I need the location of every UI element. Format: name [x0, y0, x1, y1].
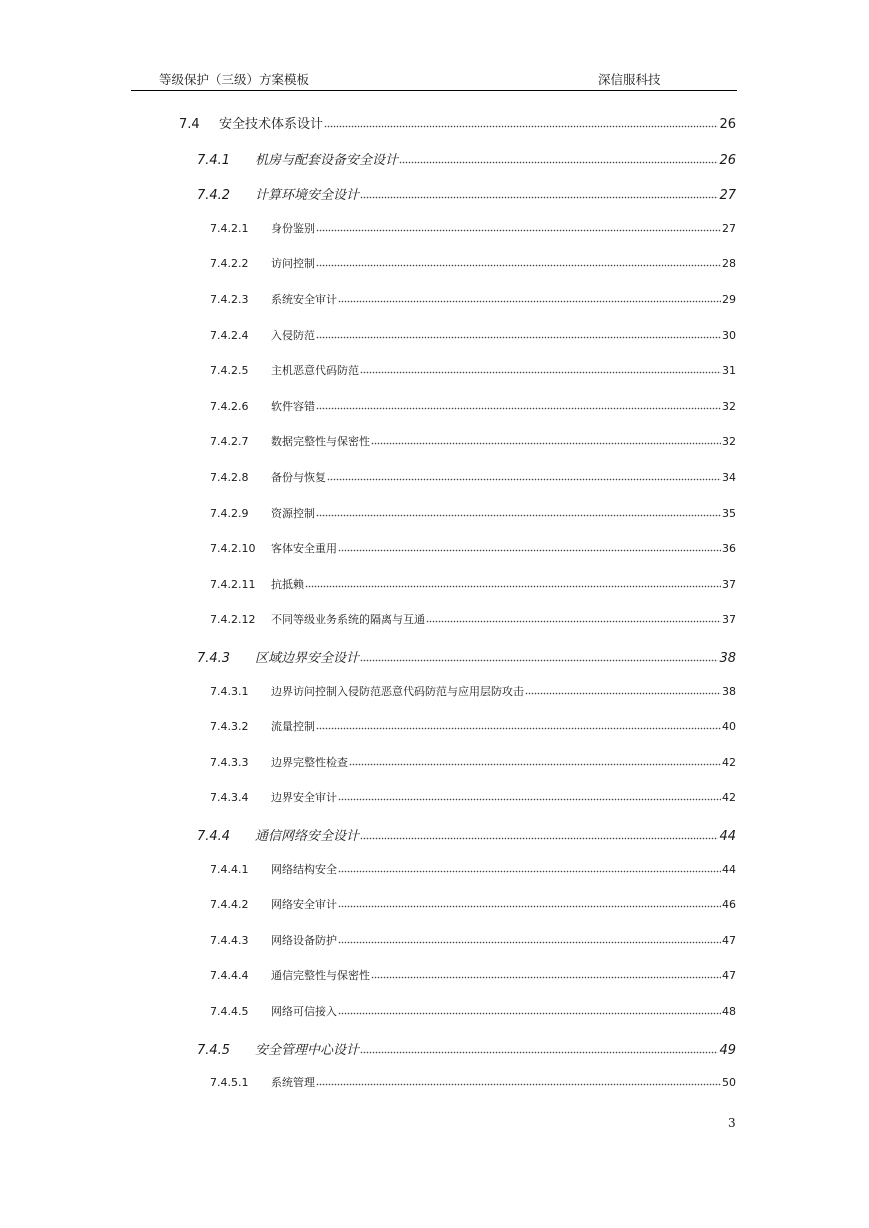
- toc-entry-title: 边界访问控制入侵防范恶意代码防范与应用层防攻击: [271, 685, 524, 698]
- toc-entry-number: 7.4.4.4: [210, 969, 249, 982]
- toc-entry-title: 系统安全审计: [271, 293, 337, 306]
- toc-entry-title: 通信网络安全设计: [255, 829, 360, 844]
- toc-entry-number: 7.4.2.6: [210, 400, 249, 413]
- toc-entry-page: 46: [722, 898, 736, 911]
- toc-entry[interactable]: [210, 896, 736, 916]
- toc-entry[interactable]: [210, 576, 736, 596]
- toc-dot-leader: [371, 967, 721, 979]
- toc-dot-leader: [338, 291, 721, 303]
- toc-entry-number: 7.4.5: [197, 1043, 231, 1058]
- toc-entry-title: 区域边界安全设计: [255, 651, 360, 666]
- toc-entry-number: 7.4.2.7: [210, 435, 249, 448]
- toc-entry-number: 7.4.2.12: [210, 613, 256, 626]
- toc-entry-number: 7.4.3.3: [210, 756, 249, 769]
- toc-dot-leader: [316, 255, 721, 267]
- toc-entry-number: 7.4.2.4: [210, 329, 249, 342]
- toc-entry-page: 47: [722, 934, 736, 947]
- toc-entry[interactable]: [210, 362, 736, 382]
- toc-entry[interactable]: [210, 398, 736, 418]
- toc-dot-leader: [360, 362, 721, 374]
- toc-entry-number: 7.4.2.11: [210, 578, 256, 591]
- toc-dot-leader: [316, 398, 721, 410]
- toc-entry-number: 7.4.2.5: [210, 364, 249, 377]
- toc-entry[interactable]: [197, 647, 736, 667]
- toc-entry-page: 35: [722, 507, 736, 520]
- toc-entry-title: 软件容错: [271, 400, 315, 413]
- toc-entry-page: 37: [722, 613, 736, 626]
- toc-entry-page: 38: [719, 651, 736, 666]
- toc-entry[interactable]: [210, 1074, 736, 1094]
- toc-entry-title: 系统管理: [271, 1076, 315, 1089]
- toc-entry[interactable]: [210, 220, 736, 240]
- toc-entry-number: 7.4.3.1: [210, 685, 249, 698]
- toc-entry-number: 7.4.1: [197, 153, 231, 168]
- toc-entry-page: 29: [722, 293, 736, 306]
- toc-entry-number: 7.4.4.3: [210, 934, 249, 947]
- toc-dot-leader: [338, 932, 721, 944]
- toc-entry-title: 数据完整性与保密性: [271, 435, 370, 448]
- toc-dot-leader: [305, 576, 721, 588]
- toc-entry-page: 30: [722, 329, 736, 342]
- toc-entry-title: 网络设备防护: [271, 934, 337, 947]
- toc-entry-title: 抗抵赖: [271, 578, 304, 591]
- toc-entry-number: 7.4.2.3: [210, 293, 249, 306]
- toc-entry-page: 37: [722, 578, 736, 591]
- toc-entry-page: 27: [719, 188, 736, 203]
- toc-entry-title: 不同等级业务系统的隔离与互通: [271, 613, 425, 626]
- toc-entry-title: 边界安全审计: [271, 791, 337, 804]
- toc-entry[interactable]: [197, 149, 736, 169]
- toc-entry-title: 入侵防范: [271, 329, 315, 342]
- toc-entry-title: 流量控制: [271, 720, 315, 733]
- toc-entry-title: 网络安全审计: [271, 898, 337, 911]
- toc-entry-number: 7.4.3.2: [210, 720, 249, 733]
- toc-entry-number: 7.4: [179, 117, 200, 132]
- toc-dot-leader: [338, 540, 721, 552]
- toc-entry-page: 38: [722, 685, 736, 698]
- toc-entry-page: 49: [719, 1043, 736, 1058]
- toc-entry-page: 32: [722, 400, 736, 413]
- toc-entry-title: 备份与恢复: [271, 471, 326, 484]
- toc-dot-leader: [525, 683, 721, 695]
- toc-entry[interactable]: [210, 611, 736, 631]
- toc-dot-leader: [338, 896, 721, 908]
- toc-entry[interactable]: [210, 967, 736, 987]
- toc-entry[interactable]: [210, 1003, 736, 1023]
- toc-entry-number: 7.4.4: [197, 829, 231, 844]
- toc-entry-title: 机房与配套设备安全设计: [255, 153, 399, 168]
- toc-entry-title: 计算环境安全设计: [255, 188, 360, 203]
- toc-entry[interactable]: [210, 255, 736, 275]
- toc-entry-title: 安全技术体系设计: [219, 117, 324, 132]
- toc-entry-number: 7.4.5.1: [210, 1076, 249, 1089]
- toc-entry[interactable]: [210, 505, 736, 525]
- toc-entry-title: 身份鉴别: [271, 222, 315, 235]
- toc-entry[interactable]: [210, 540, 736, 560]
- toc-entry-page: 47: [722, 969, 736, 982]
- toc-dot-leader: [360, 187, 718, 199]
- toc-entry-page: 44: [719, 829, 736, 844]
- page-number: 3: [728, 1116, 736, 1130]
- toc-entry-title: 资源控制: [271, 507, 315, 520]
- toc-entry-title: 主机恶意代码防范: [271, 364, 359, 377]
- toc-entry[interactable]: [210, 754, 736, 774]
- toc-entry-page: 42: [722, 791, 736, 804]
- toc-entry-page: 50: [722, 1076, 736, 1089]
- toc-entry-number: 7.4.4.2: [210, 898, 249, 911]
- toc-entry[interactable]: [210, 469, 736, 489]
- toc-dot-leader: [360, 1042, 718, 1054]
- toc-entry-page: 40: [722, 720, 736, 733]
- toc-entry-number: 7.4.3.4: [210, 791, 249, 804]
- toc-entry[interactable]: [210, 291, 736, 311]
- toc-dot-leader: [338, 789, 721, 801]
- toc-entry-number: 7.4.2.10: [210, 542, 256, 555]
- toc-dot-leader: [316, 718, 721, 730]
- toc-entry-page: 36: [722, 542, 736, 555]
- toc-entry-title: 边界完整性检查: [271, 756, 348, 769]
- toc-entry-page: 48: [722, 1005, 736, 1018]
- toc-entry-page: 42: [722, 756, 736, 769]
- header-company-name: 深信服科技: [598, 72, 661, 87]
- toc-entry-title: 客体安全重用: [271, 542, 337, 555]
- toc-entry-page: 31: [722, 364, 736, 377]
- page-header: [131, 70, 737, 91]
- toc-entry[interactable]: [179, 113, 736, 133]
- toc-entry-page: 44: [722, 863, 736, 876]
- toc-dot-leader: [316, 505, 721, 517]
- toc-entry[interactable]: [210, 327, 736, 347]
- toc-entry[interactable]: [210, 433, 736, 453]
- toc-dot-leader: [360, 828, 718, 840]
- toc-entry-page: 28: [722, 257, 736, 270]
- toc-dot-leader: [327, 469, 721, 481]
- toc-entry-page: 26: [719, 153, 736, 168]
- toc-entry[interactable]: [210, 683, 736, 703]
- toc-entry-title: 通信完整性与保密性: [271, 969, 370, 982]
- toc-entry-number: 7.4.4.5: [210, 1005, 249, 1018]
- toc-dot-leader: [349, 754, 721, 766]
- toc-dot-leader: [426, 611, 721, 623]
- toc-entry[interactable]: [210, 932, 736, 952]
- toc-entry-title: 网络可信接入: [271, 1005, 337, 1018]
- toc-dot-leader: [316, 327, 721, 339]
- toc-entry[interactable]: [197, 184, 736, 204]
- toc-dot-leader: [324, 116, 718, 128]
- toc-dot-leader: [338, 1003, 721, 1015]
- toc-entry-title: 安全管理中心设计: [255, 1043, 360, 1058]
- toc-entry[interactable]: [197, 825, 736, 845]
- toc-entry-number: 7.4.2.8: [210, 471, 249, 484]
- header-document-title: 等级保护（三级）方案模板: [159, 72, 310, 87]
- toc-dot-leader: [360, 650, 718, 662]
- toc-entry-title: 网络结构安全: [271, 863, 337, 876]
- toc-entry-number: 7.4.2.1: [210, 222, 249, 235]
- toc-entry-number: 7.4.4.1: [210, 863, 249, 876]
- toc-dot-leader: [371, 433, 721, 445]
- toc-entry-number: 7.4.2: [197, 188, 231, 203]
- toc-dot-leader: [338, 861, 721, 873]
- toc-entry[interactable]: [210, 861, 736, 881]
- toc-dot-leader: [399, 152, 718, 164]
- toc-entry-page: 32: [722, 435, 736, 448]
- toc-dot-leader: [316, 220, 721, 232]
- toc-entry-title: 访问控制: [271, 257, 315, 270]
- toc-entry-page: 27: [722, 222, 736, 235]
- toc-entry[interactable]: [197, 1039, 736, 1059]
- toc-entry[interactable]: [210, 789, 736, 809]
- toc-entry-page: 34: [722, 471, 736, 484]
- toc-entry-page: 26: [719, 117, 736, 132]
- toc-entry-number: 7.4.2.9: [210, 507, 249, 520]
- toc-entry-number: 7.4.2.2: [210, 257, 249, 270]
- toc-entry[interactable]: [210, 718, 736, 738]
- toc-entry-number: 7.4.3: [197, 651, 231, 666]
- toc-dot-leader: [316, 1074, 721, 1086]
